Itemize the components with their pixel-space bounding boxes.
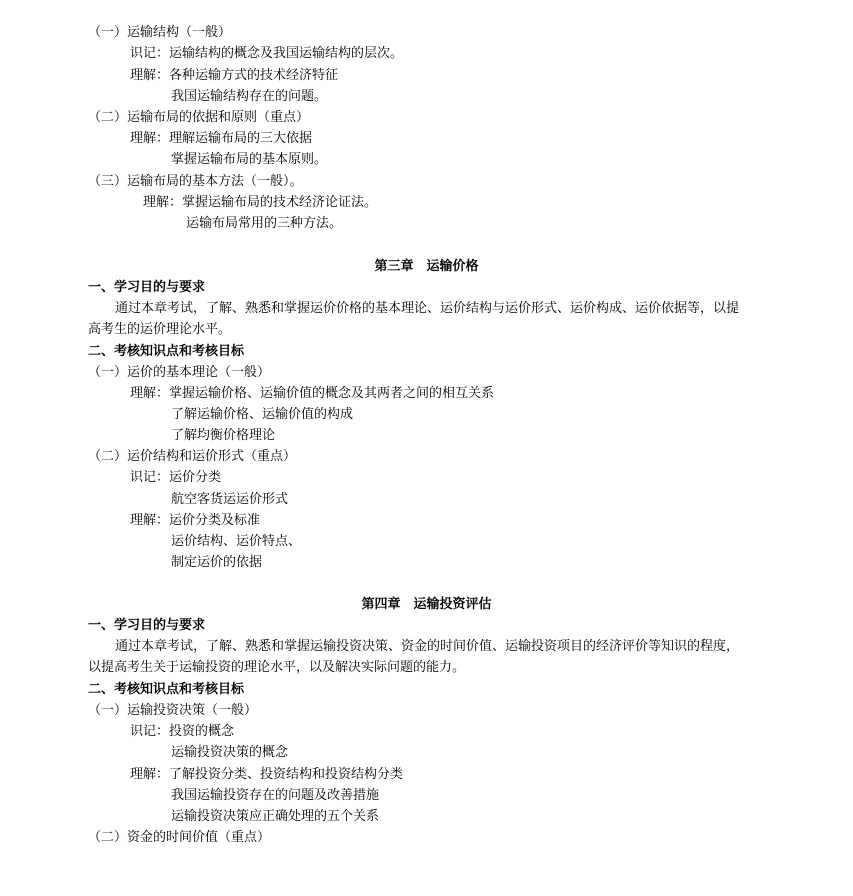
text-line: 运价结构、运价特点、	[171, 534, 302, 549]
chapter-title: 第四章 运输投资评估	[361, 597, 492, 612]
text-line: 了解均衡价格理论	[171, 428, 276, 443]
text-line: 理解：了解投资分类、投资结构和投资结构分类	[130, 767, 404, 782]
chapter-title: 第三章 运输价格	[374, 259, 479, 274]
subsection-heading: 一、学习目的与要求	[88, 280, 206, 295]
section-heading: （二）运输布局的依据和原则（重点）	[88, 110, 310, 125]
section-heading: （一）运输投资决策（一般）	[88, 703, 258, 718]
subsection-heading: 二、考核知识点和考核目标	[88, 682, 245, 697]
section-heading: （一）运价的基本理论（一般）	[88, 365, 271, 380]
section-heading: （三）运输布局的基本方法（一般）。	[88, 174, 303, 189]
text-line: 理解：各种运输方式的技术经济特征	[130, 68, 339, 83]
subsection-heading: 一、学习目的与要求	[88, 618, 206, 633]
text-line: 理解：掌握运输价格、运输价值的概念及其两者之间的相互关系	[130, 386, 495, 401]
text-line: 理解：理解运输布局的三大依据	[130, 131, 313, 146]
text-line: 运输投资决策应正确处理的五个关系	[171, 809, 380, 824]
text-line: 识记：投资的概念	[130, 724, 235, 739]
section-heading: （二）运价结构和运价形式（重点）	[88, 449, 297, 464]
text-line: 航空客货运运价形式	[171, 492, 289, 507]
paragraph-line: 以提高考生关于运输投资的理论水平，以及解决实际问题的能力。	[88, 660, 466, 675]
paragraph-line: 高考生的运价理论水平。	[88, 322, 232, 337]
paragraph-line: 通过本章考试，了解、熟悉和掌握运价价格的基本理论、运价结构与运价形式、运价构成、运价依据等，以提	[115, 301, 740, 316]
text-line: 理解：运价分类及标准	[130, 513, 261, 528]
text-line: 我国运输投资存在的问题及改善措施	[171, 788, 380, 803]
section-heading: （二）资金的时间价值（重点）	[88, 830, 271, 845]
subsection-heading: 二、考核知识点和考核目标	[88, 344, 245, 359]
text-line: 了解运输价格、运输价值的构成	[171, 407, 354, 422]
text-line: 识记：运价分类	[130, 470, 222, 485]
text-line: 制定运价的依据	[171, 555, 263, 570]
paragraph-line: 通过本章考试，了解、熟悉和掌握运输投资决策、资金的时间价值、运输投资项目的经济评价等知识的程度，	[115, 639, 740, 654]
section-heading: （一）运输结构（一般）	[88, 25, 232, 40]
text-line: 掌握运输布局的基本原则。	[171, 152, 328, 167]
text-line: 我国运输结构存在的问题。	[171, 89, 328, 104]
text-line: 运输投资决策的概念	[171, 745, 289, 760]
text-line: 运输布局常用的三种方法。	[186, 216, 343, 231]
text-line: 识记：运输结构的概念及我国运输结构的层次。	[130, 46, 404, 61]
text-line: 理解：掌握运输布局的技术经济论证法。	[143, 195, 378, 210]
